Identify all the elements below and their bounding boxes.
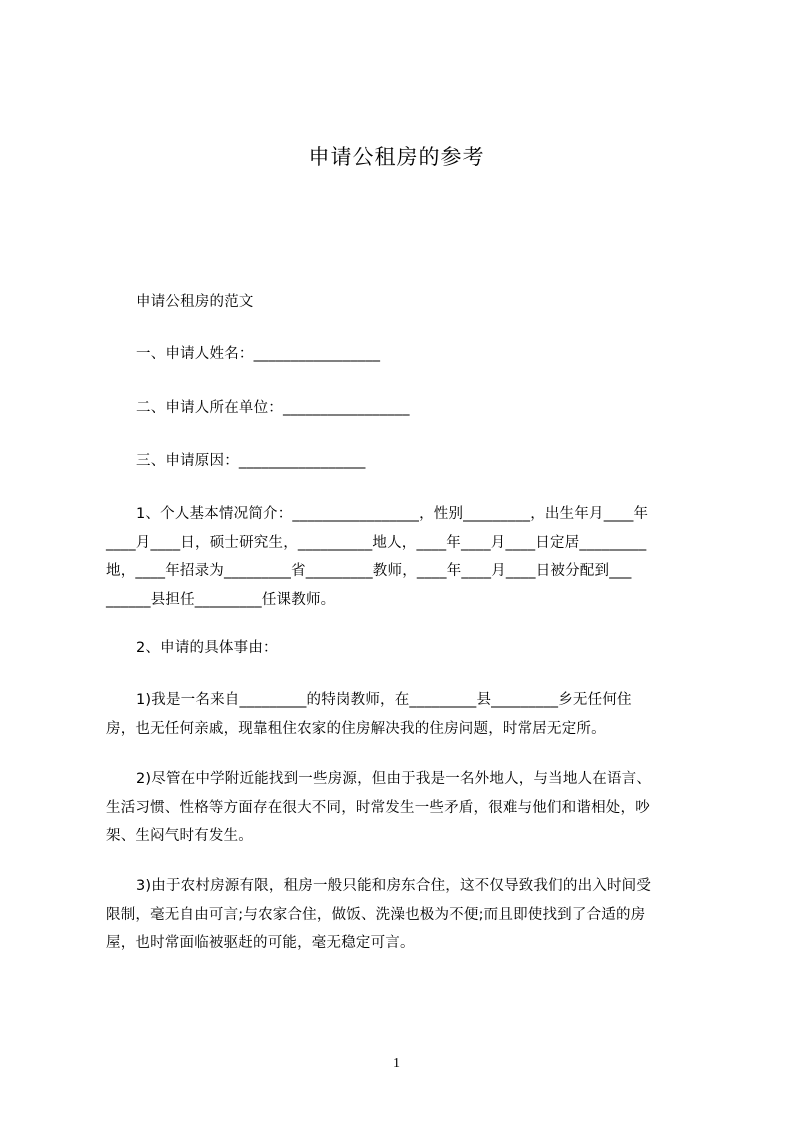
document-title: 申请公租房的参考 bbox=[308, 145, 485, 169]
field-name-block bbox=[106, 340, 700, 369]
reason-paragraph-2 bbox=[106, 765, 700, 851]
section2-heading: 2、申请的具体事由： bbox=[136, 640, 278, 656]
document-subtitle: 申请公租房的范文 bbox=[136, 294, 254, 310]
applicant-unit-field: 二、申请人所在单位：_________________ bbox=[136, 400, 410, 416]
reason-line: 架、生闷气时有发生。 bbox=[106, 828, 253, 844]
applicant-name-field: 一、申请人姓名：_________________ bbox=[136, 346, 381, 362]
section2-heading-block bbox=[106, 634, 700, 663]
field-unit-block bbox=[106, 394, 700, 423]
application-reason-field: 三、申请原因：_________________ bbox=[136, 453, 366, 469]
personal-info-paragraph bbox=[106, 500, 700, 614]
reason-line: 1)我是一名来自_________的特岗教师，在_________县_________乡无任何住 bbox=[136, 692, 632, 708]
personal-info-line: 1、个人基本情况简介：_________________，性别_________，出生年月____年 bbox=[136, 506, 649, 522]
reason-line: 2)尽管在中学附近能找到一些房源，但由于我是一名外地人，与当地人在语言、 bbox=[136, 771, 652, 787]
personal-info-line: ____月____日，硕士研究生，__________地人，____年____月____日定居_________ bbox=[106, 534, 647, 551]
field-reason-block bbox=[106, 447, 700, 476]
subtitle-block bbox=[106, 288, 700, 317]
reason-paragraph-3 bbox=[106, 872, 700, 958]
reason-line: 屋，也时常面临被驱赶的可能，毫无稳定可言。 bbox=[106, 935, 415, 951]
reason-line: 生活习惯、性格等方面存在很大不同，时常发生一些矛盾，很难与他们和谐相处，吵 bbox=[106, 799, 650, 816]
personal-info-line: ______县担任_________任课教师。 bbox=[106, 591, 336, 608]
page-number: 1 bbox=[393, 1056, 400, 1071]
reason-paragraph-1 bbox=[106, 686, 700, 743]
reason-line: 限制，毫无自由可言;与农家合住，做饭、洗澡也极为不便;而且即使找到了合适的房 bbox=[106, 906, 646, 923]
reason-line: 房，也无任何亲戚，现靠租住农家的住房解决我的住房问题，时常居无定所。 bbox=[106, 720, 606, 737]
reason-line: 3)由于农村房源有限，租房一般只能和房东合住，这不仅导致我们的出入时间受 bbox=[136, 878, 652, 894]
personal-info-line: 地，____年招录为_________省_________教师，____年____月____日被分配到___ bbox=[106, 563, 632, 579]
